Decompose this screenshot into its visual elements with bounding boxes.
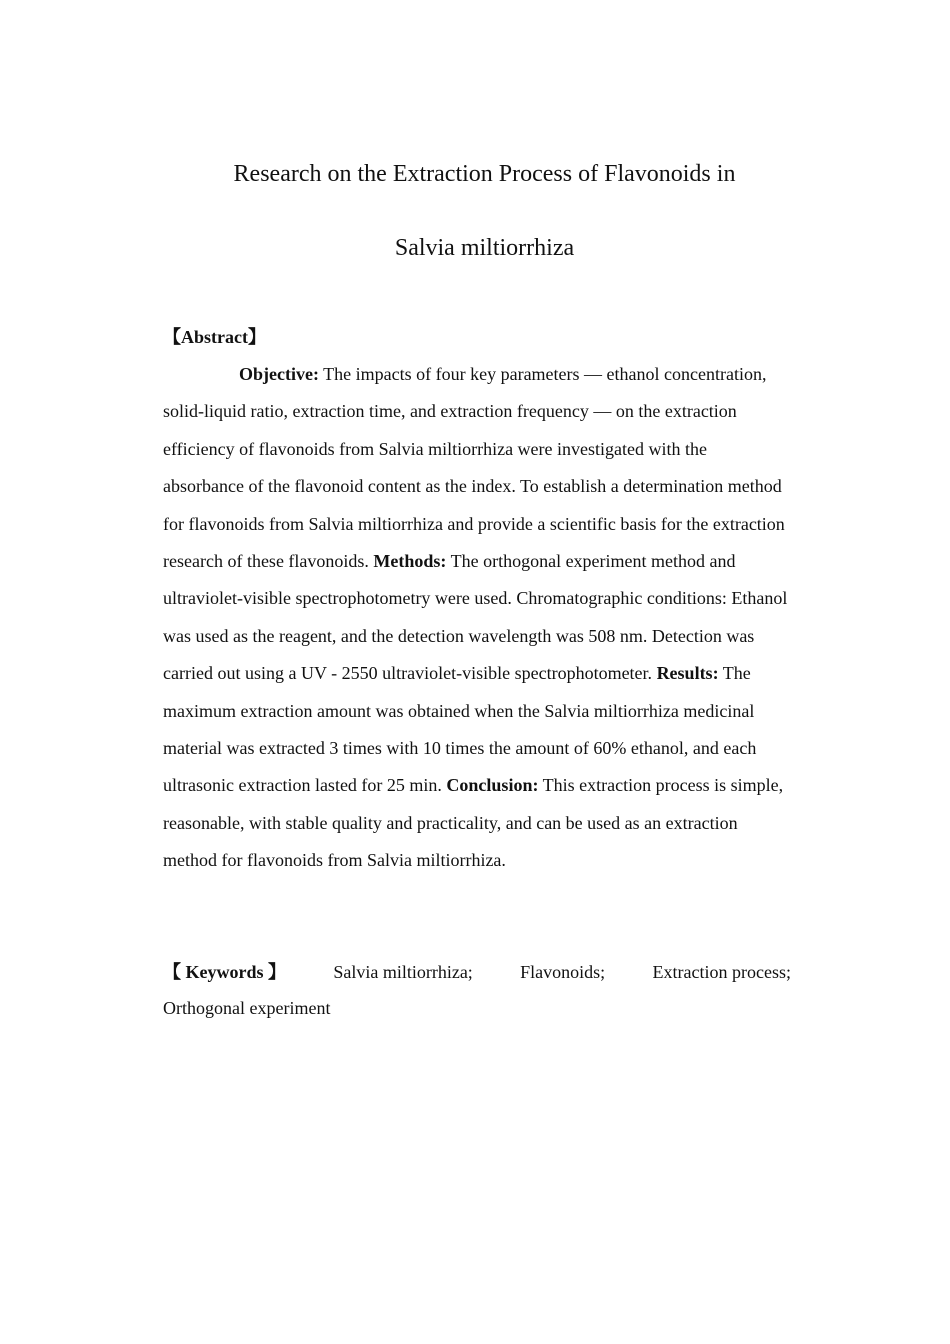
paper-title-line-2: Salvia miltiorrhiza	[394, 235, 575, 261]
objective-text: The impacts of four key parameters — ethanol concentration, solid-liquid ratio, extraction time, and extraction frequency — on the extraction efficiency of flavonoids from Salvia miltiorrhiza were investigated with the absorbance of the flavonoid content as the index. To establish a determination method for flavonoids from Salvia miltiorrhiza and provide a scientific basis for the extraction research of these flavonoids.	[163, 364, 785, 572]
methods-label: Methods:	[373, 551, 447, 572]
methods-text: The orthogonal experiment method and ultraviolet-visible spectrophotometry were used. Chromatographic conditions: Ethanol was used as the reagent, and the detection wavelength was 508 nm. Detection was carried out using a UV - 2550 ultraviolet-visible spectrophotometer.	[163, 551, 788, 684]
keywords-section	[163, 954, 791, 1026]
keyword-item: Flavonoids;	[520, 962, 606, 982]
conclusion-text: This extraction process is simple, reasonable, with stable quality and practicality, and can be used as an extraction method for flavonoids from Salvia miltiorrhiza.	[163, 775, 784, 871]
abstract-heading: 【Abstract】	[163, 327, 266, 347]
objective-label: Objective:	[239, 364, 319, 384]
results-text: The maximum extraction amount was obtained when the Salvia miltiorrhiza medicinal material was extracted 3 times with 10 times the amount of 60% ethanol, and each ultrasonic extraction lasted for 25 min.	[163, 663, 757, 796]
keyword-item: Orthogonal experiment	[163, 998, 331, 1018]
keywords-label: 【 Keywords 】	[163, 962, 286, 982]
keyword-item: Extraction process;	[652, 962, 791, 982]
conclusion-label: Conclusion:	[446, 775, 539, 796]
keywords-row-1	[163, 954, 791, 990]
paper-title-line-1: Research on the Extraction Process of Flavonoids in	[233, 161, 736, 187]
results-label: Results:	[656, 663, 719, 684]
abstract-body	[163, 356, 791, 880]
keyword-item: Salvia miltiorrhiza;	[333, 962, 473, 982]
